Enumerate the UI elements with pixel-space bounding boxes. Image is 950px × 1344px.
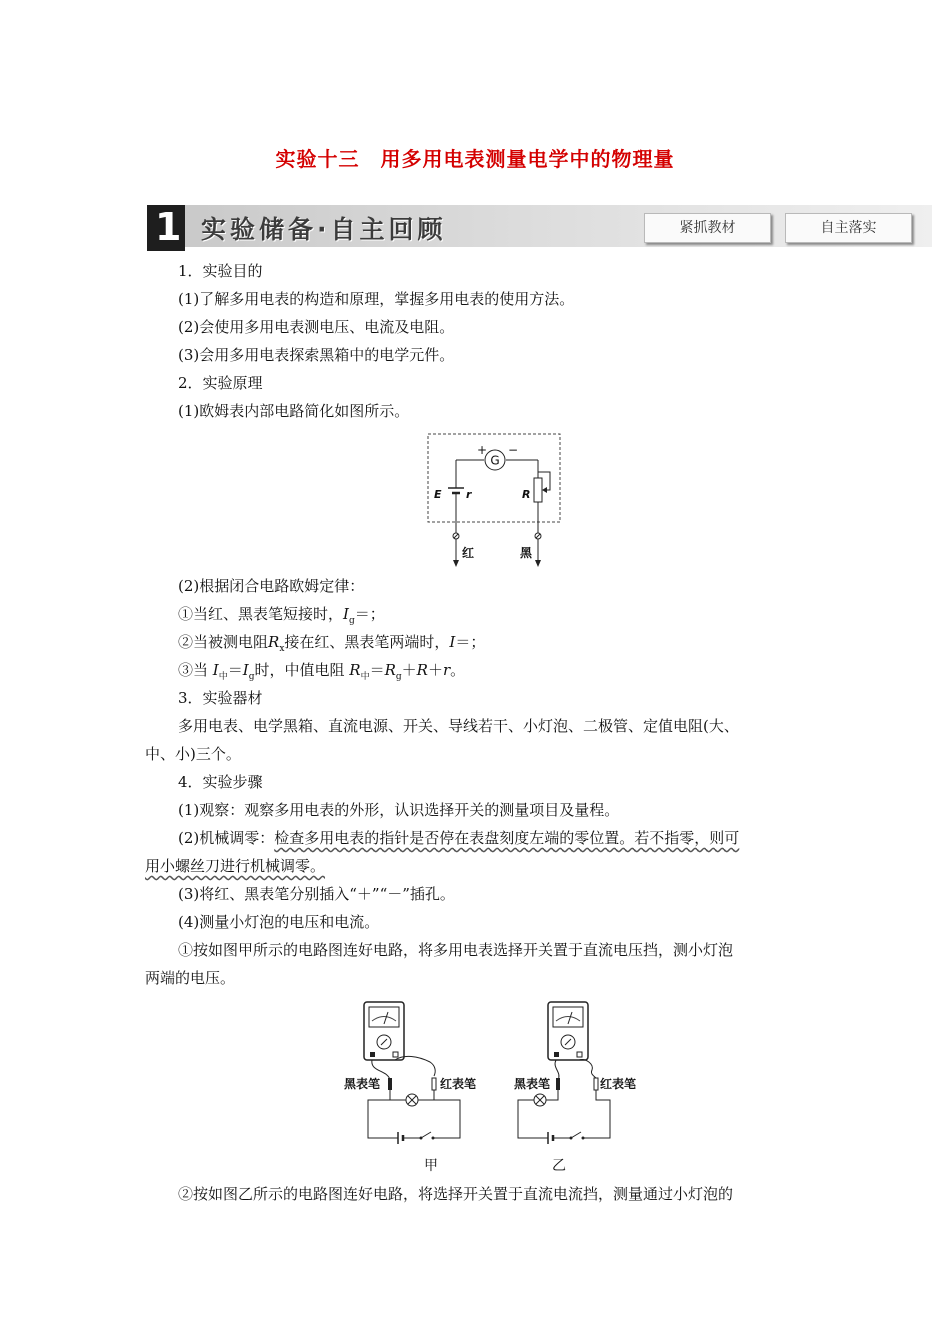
s3-para-line2: 中、小)三个。 [145,745,241,763]
label-yi: 乙 [552,1158,566,1174]
minus-label: − [508,443,519,457]
s4-case1-line1: ①按如图甲所示的电路图连好电路，将多用电表选择开关置于直流电压挡，测小灯泡 [178,941,734,959]
s2-item1: (1)欧姆表内部电路简化如图所示。 [178,402,410,420]
s4-item4: (4)测量小灯泡的电压和电流。 [178,913,380,931]
s4-case1-line2: 两端的电压。 [145,969,236,987]
s3-para-line1: 多用电表、电学黑箱、直流电源、开关、导线若干、小灯泡、二极管、定值电阻(大、 [178,717,739,735]
s2-case1: ①当红、黑表笔短接时，$I_g=$； [178,605,385,626]
galvanometer-label: G [490,453,500,468]
section-banner [145,205,932,251]
s4-case2: ②按如图乙所示的电路图连好电路，将选择开关置于直流电流挡，测量通过小灯泡的 [178,1185,734,1203]
circuit-a [344,1002,476,1174]
emf-label: E [434,488,442,501]
resistor-label: R [522,488,531,501]
ohmmeter-circuit-diagram [420,428,570,568]
s2-case3: ③当 $I_中=I_g$时，中值电阻 $R_中=R_g+R+r$。 [178,661,466,682]
label-jia: 甲 [424,1158,438,1174]
internal-r-label: r [466,488,472,501]
tag-self-study: 自主落实 [785,213,912,243]
s1-item3: (3)会用多用电表探索黑箱中的电学元件。 [178,346,455,364]
s1-title: 1．实验目的 [178,262,263,280]
s4-item1: (1)观察：观察多用电表的外形，认识选择开关的测量项目及量程。 [178,801,620,819]
red-probe-label-b: 红表笔 [600,1077,637,1091]
s2-title: 2．实验原理 [178,374,263,392]
black-probe-label-b: 黑表笔 [514,1077,551,1091]
s4-item2-line2: 用小螺丝刀进行机械调零。 [145,857,326,875]
black-probe-label: 黑 [520,546,533,560]
tag-textbook: 紧抓教材 [644,213,771,243]
s2-case2: ②当被测电阻$R_x$接在红、黑表笔两端时，I＝； [178,633,486,654]
circuit-b [514,1002,636,1174]
s1-item2: (2)会使用多用电表测电压、电流及电阻。 [178,318,455,336]
black-probe-label-a: 黑表笔 [344,1077,381,1091]
s4-item2-line1: (2)机械调零：检查多用电表的指针是否停在表盘刻度左端的零位置。若不指零，则可 [178,829,740,847]
s4-item3: (3)将红、黑表笔分别插入“＋”“－”插孔。 [178,885,455,903]
section-number: 1 [147,205,185,251]
page-title: 实验十三 用多用电表测量电学中的物理量 [275,147,675,171]
multimeter-circuits-figure [340,998,650,1178]
s1-item1: (1)了解多用电表的构造和原理，掌握多用电表的使用方法。 [178,290,575,308]
s4-title: 4．实验步骤 [178,773,263,791]
red-probe-label-a: 红表笔 [440,1077,477,1091]
red-probe-label: 红 [462,546,475,560]
s2-item2: (2)根据闭合电路欧姆定律： [178,577,365,595]
s3-title: 3．实验器材 [178,689,263,707]
section-heading: 实验储备·自主回顾 [201,215,447,244]
plus-label: + [477,443,488,457]
